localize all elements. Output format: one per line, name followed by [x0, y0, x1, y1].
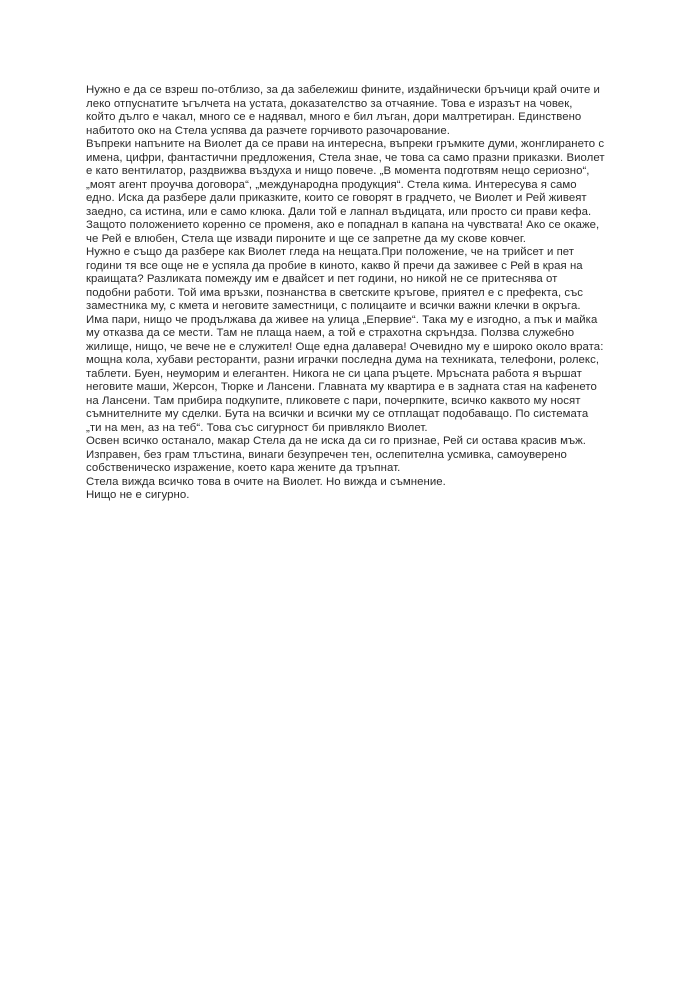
text-line: заедно, са истина, или е само клюка. Дали той е лапнал въдицата, или просто си прави кефа.	[86, 205, 592, 218]
text-line: Въпреки напъните на Виолет да се прави на интересна, въпреки гръмките думи, жонглирането с	[86, 138, 605, 150]
text-line: подобни работи. Той има връзки, познанства в светските кръгове, приятел е с префекта, със	[86, 286, 584, 299]
text-line: Нужно е също да разбере как Виолет гледа на нещата.При положение, че на трийсет и пет	[86, 246, 575, 258]
text-line: жилище, нищо, че вече не е служител! Още една далавера! Очевидно му е широко около врата:	[86, 340, 604, 353]
text-line: години тя все още не е успяла да пробие в киното, какво й пречи да заживее с Рей в края на	[86, 259, 583, 272]
text-line: Освен всичко останало, макар Стела да не иска да си го признае, Рей си остава красив мъж.	[86, 435, 587, 447]
text-line: Има пари, нищо че продължава да живее на улица „Епервие“. Така му е изгодно, а пък и майка	[86, 313, 598, 326]
text-line: имена, цифри, фантастични предложения, Стела знае, че това са само празни приказки. Виолет	[86, 151, 605, 164]
text-line: Нужно е да се взреш по-отблизо, за да забележиш фините, издайнически бръчици край очите и	[86, 84, 600, 96]
text-line: неговите маши, Жерсон, Тюрке и Лансени. Главната му квартира е в задната стая на кафенето	[86, 381, 597, 393]
text-line: таблети. Буен, неуморим и елегантен. Никога не си цапа ръцете. Мръсната работа я вършат	[86, 367, 582, 380]
text-line: съмнителните му сделки. Бута на всички и всички му се отплащат подобаващо. По системата	[86, 408, 589, 420]
text-line: Изправен, без грам тлъстина, винаги безупречен тен, ослепителна усмивка, самоуверено	[86, 448, 567, 461]
text-line: собственическо изражение, което кара жените да тръпнат.	[86, 462, 401, 474]
text-line: е като вентилатор, раздвижва въздуха и нищо повече. „В момента подготвям нещо сериозно“,	[86, 165, 590, 177]
text-line: Защото положението коренно се променя, ако е попаднал в капана на чувствата! Ако се окаже,	[86, 219, 600, 231]
text-line: набитото око на Стела успява да разчете горчивото разочарование.	[86, 124, 450, 137]
text-line: който дълго е чакал, много се е надявал, много е бил лъган, дори малтретиран. Единствено	[86, 111, 582, 123]
text-line: му отказва да се мести. Там не плаща наем, а той е страхотна скръндза. Ползва служебно	[86, 327, 575, 339]
text-line: леко отпуснатите ъгълчета на устата, доказателство за отчаяние. Това е изразът на човек,	[86, 97, 573, 110]
text-line: краищата? Разликата помежду им е двайсет и пет години, но никой не се притеснява от	[86, 273, 558, 285]
text-line: едно. Иска да разбере дали приказките, които се говорят в градчето, че Виолет и Рей живеят	[86, 192, 587, 204]
document-body	[86, 84, 626, 503]
text-line: „ти на мен, аз на теб“. Това със сигурност би привлякло Виолет.	[86, 421, 428, 434]
text-line: „моят агент проучва договора“, „международна продукция“. Стела кима. Интересува я само	[86, 178, 577, 191]
text-line: мощна кола, хубави ресторанти, разни играчки последна дума на техниката, телефони, ролекс,	[86, 354, 600, 366]
text-line: на Лансени. Там прибира подкупите, пликовете с пари, почерпките, всичко каквото му носят	[86, 394, 581, 407]
text-line: Стела вижда всичко това в очите на Виолет. Но вижда и съмнение.	[86, 475, 446, 488]
text-line: заместника му, с кмета и неговите заместници, с полицаите и всички важни клечки в окръга.	[86, 300, 581, 312]
text-line: че Рей е влюбен, Стела ще извади пироните и ще се запретне да му скове ковчег.	[86, 232, 526, 245]
text-line: Нищо не е сигурно.	[86, 489, 190, 501]
